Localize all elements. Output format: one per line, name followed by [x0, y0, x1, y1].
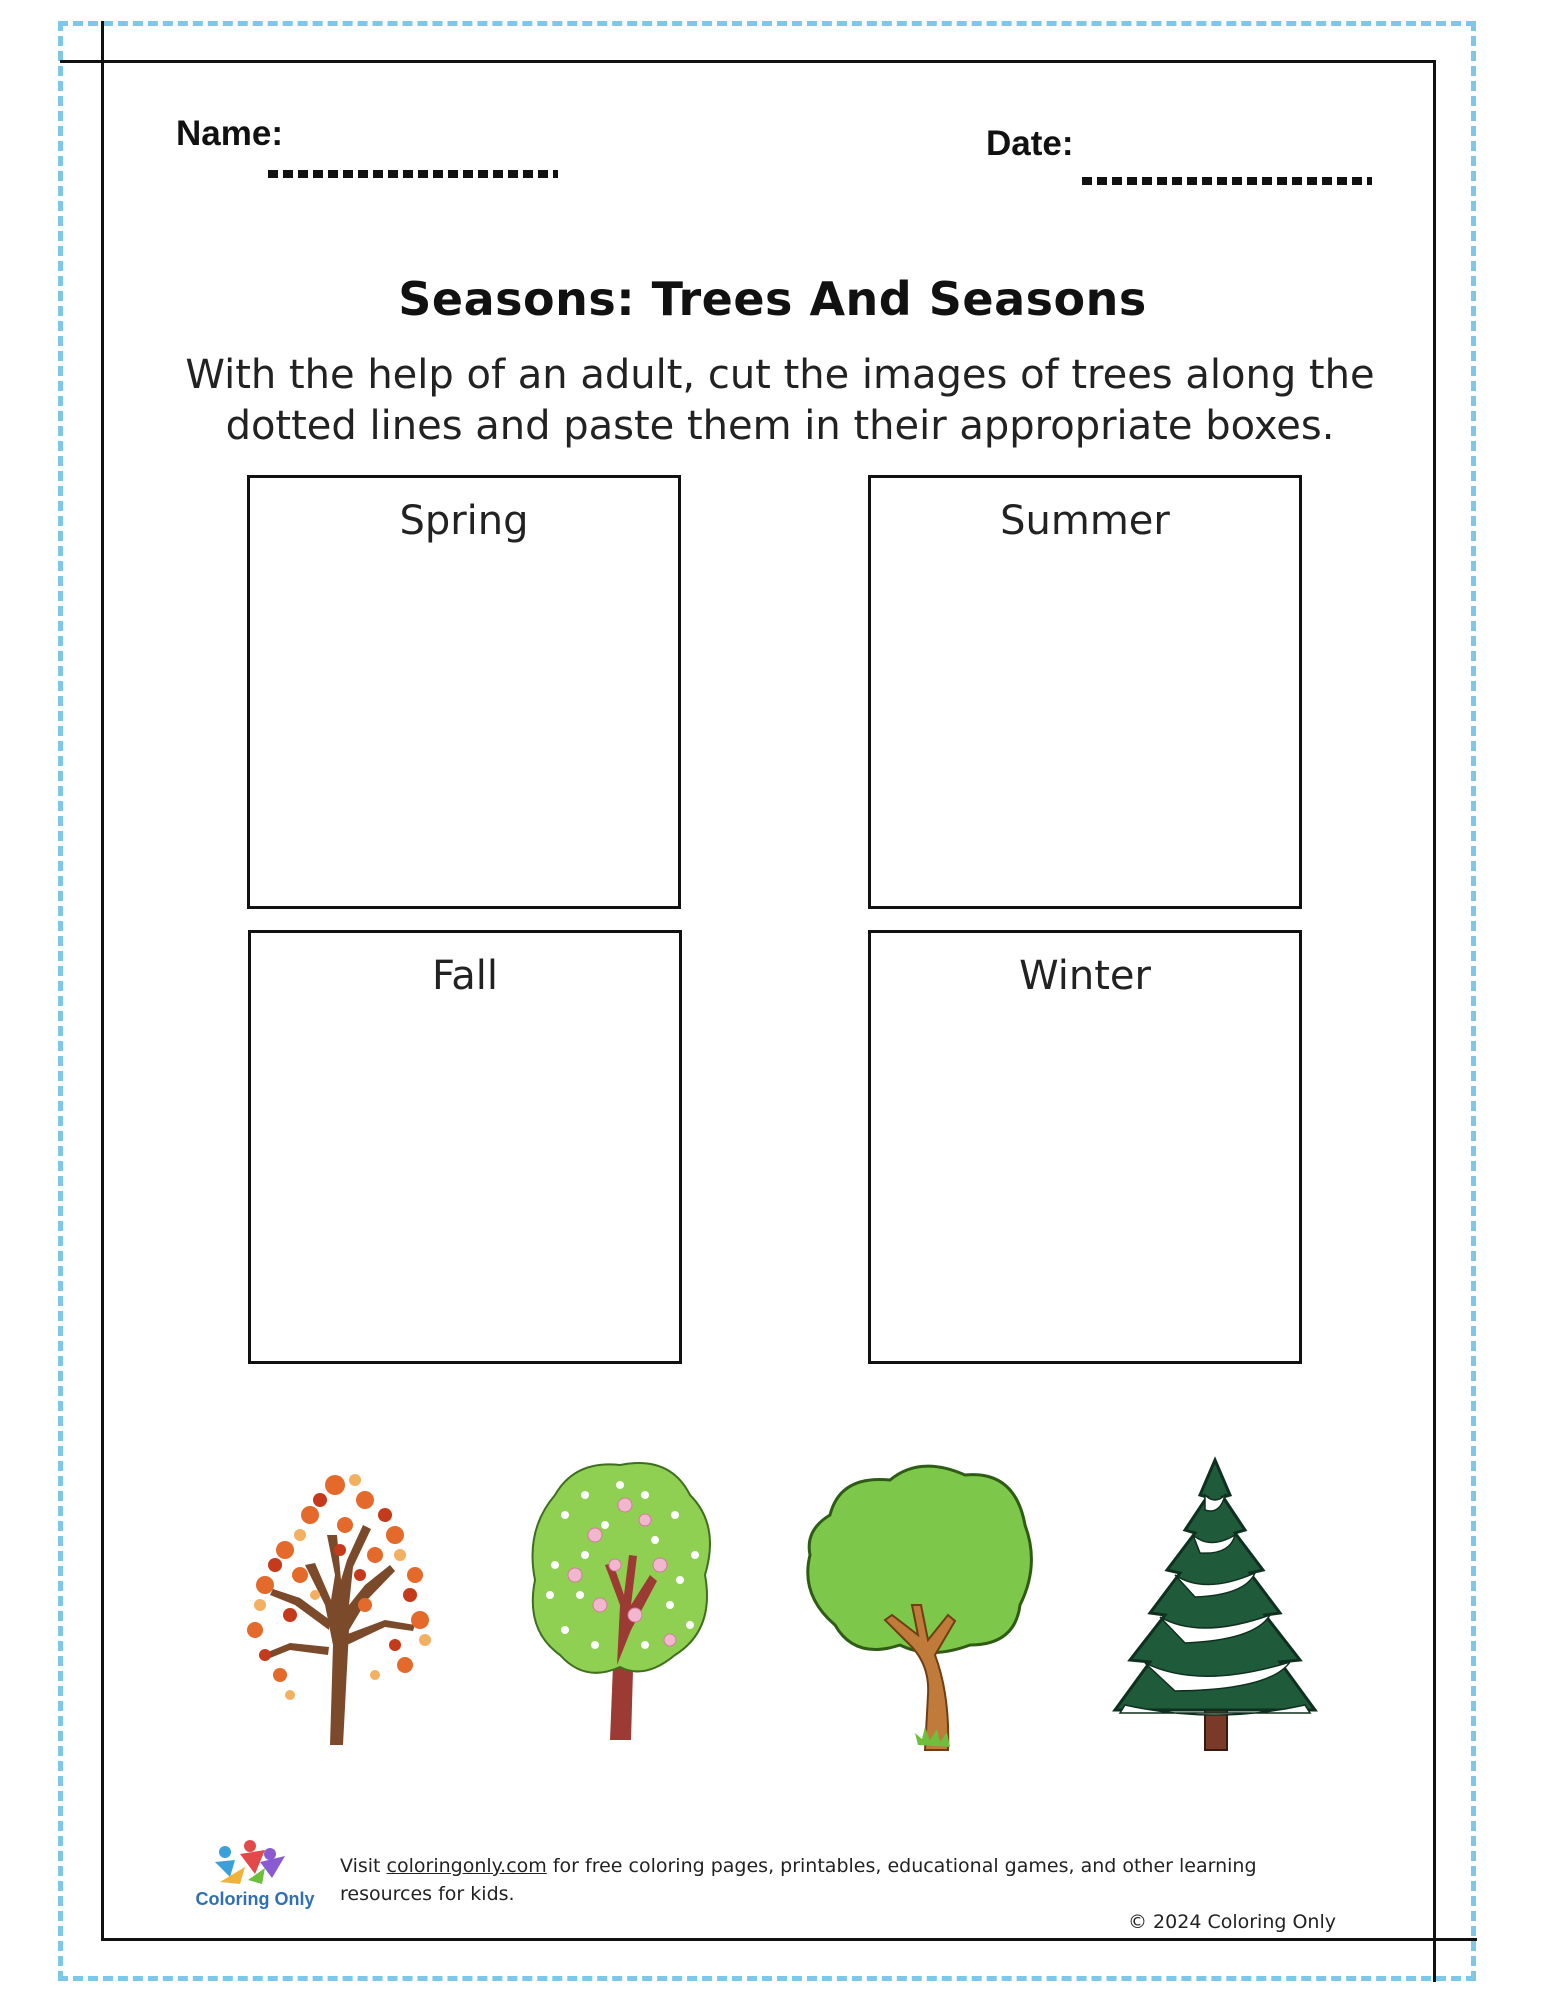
- logo-text: Coloring Only: [195, 1889, 315, 1909]
- footer-visit-line: [340, 1852, 1336, 1908]
- autumn-tree-icon[interactable]: [225, 1455, 445, 1750]
- frame-corner-line: [101, 21, 104, 62]
- spring-box[interactable]: [247, 475, 681, 909]
- coloring-only-logo: [190, 1832, 330, 1892]
- date-field[interactable]: [1082, 177, 1372, 185]
- date-label: Date:: [986, 124, 1074, 163]
- name-label: Name:: [176, 114, 283, 153]
- snowy-pine-tree-icon[interactable]: [1105, 1455, 1325, 1755]
- frame-corner-line: [1433, 1938, 1436, 1982]
- frame-corner-line: [60, 60, 104, 63]
- footer-visit-prefix: Visit: [340, 1855, 387, 1877]
- box-label: Summer: [1000, 498, 1170, 544]
- summer-tree-icon[interactable]: [800, 1455, 1040, 1755]
- worksheet-title: Seasons: Trees And Seasons: [398, 272, 1147, 326]
- footer-link[interactable]: coloringonly.com: [386, 1855, 547, 1877]
- frame-corner-line: [1433, 1938, 1477, 1941]
- footer-visit-suffix: for free coloring pages, printables, educational games, and other learning resources for kids.: [340, 1855, 1257, 1905]
- winter-box[interactable]: [868, 930, 1302, 1364]
- box-label: Fall: [431, 953, 499, 999]
- fall-box[interactable]: [248, 930, 682, 1364]
- blossom-tree-icon[interactable]: [525, 1455, 720, 1745]
- footer-text: [340, 1852, 1336, 1936]
- worksheet-instructions: With the help of an adult, cut the images of trees along the dotted lines and paste them in their appropriate boxes.: [185, 352, 1375, 449]
- box-label: Winter: [1019, 953, 1151, 999]
- summer-box[interactable]: [868, 475, 1302, 909]
- footer-copyright: © 2024 Coloring Only: [1128, 1911, 1336, 1933]
- name-field[interactable]: [268, 170, 558, 178]
- box-label: Spring: [399, 498, 529, 544]
